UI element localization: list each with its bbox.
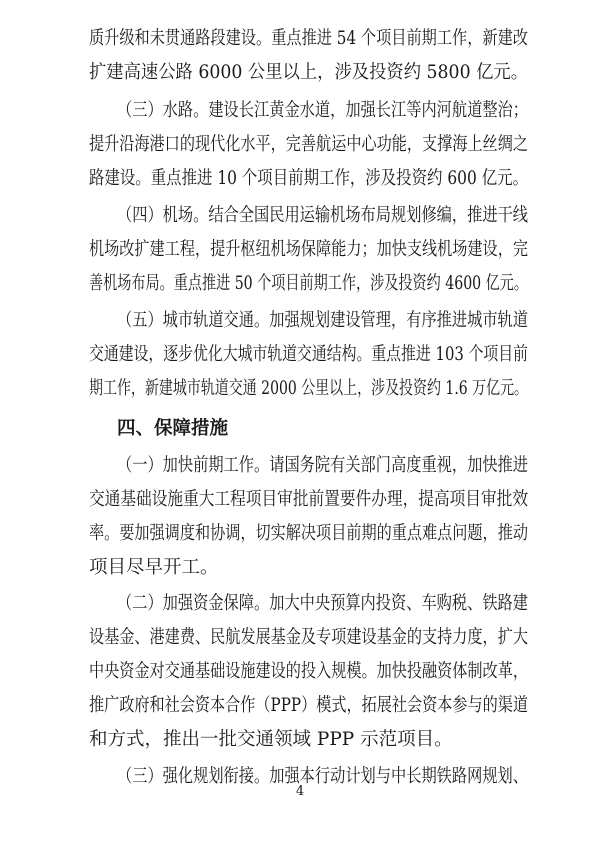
text-line [0,340,600,370]
line-text: （一）加快前期工作。请国务院有关部门高度重视，加快推进 [117,455,529,476]
text-line [0,725,600,755]
text-line [0,589,600,619]
line-text: （四）机场。结合全国民用运输机场布局规划修编，推进干线 [117,205,529,226]
line-text: 机场改扩建工程，提升枢纽机场保障能力；加快支线机场建设，完 [89,239,528,260]
line-text: 提升沿海港口的现代化水平，完善航运中心功能，支撑海上丝绸之 [89,134,528,155]
line-text: 推广政府和社会资本合作（PPP）模式，拓展社会资本参与的渠道 [89,695,528,716]
line-text: 交通建设，逐步优化大城市轨道交通结构。重点推进 103 个项目前 [89,344,529,365]
line-text: 路建设。重点推进 10 个项目前期工作，涉及投资约 600 亿元。 [89,168,529,189]
line-text: 项目尽早开工。 [89,557,219,578]
line-text: 质升级和未贯通路段建设。重点推进 54 个项目前期工作，新建改 [89,28,528,49]
text-line [0,374,600,404]
text-line [0,58,600,88]
page-number: 4 [295,784,305,799]
section-heading-text: 四、保障措施 [117,418,229,439]
text-line [0,691,600,721]
line-text: 扩建高速公路 6000 公里以上，涉及投资约 5800 亿元。 [89,62,529,83]
line-text: （五）城市轨道交通。加强规划建设管理，有序推进城市轨道 [117,310,529,331]
line-text: （三）水路。建设长江黄金水道，加强长江等内河航道整治； [117,100,529,121]
section-heading [0,414,600,444]
line-text: 交通基础设施重大工程项目审批前置要件办理，提高项目审批效 [89,489,529,510]
line-text: 中央资金对交通基础设施建设的投入规模。加快投融资体制改革， [89,661,528,682]
line-text: 善机场布局。重点推进 50 个项目前期工作，涉及投资约 4600 亿元。 [89,273,529,294]
text-line [0,451,600,481]
text-line [0,623,600,653]
text-line [0,235,600,265]
text-line [0,657,600,687]
text-line [0,519,600,549]
text-line [0,485,600,515]
line-text: 设基金、港建费、民航发展基金及专项建设基金的支持力度，扩大 [89,627,528,648]
text-line [0,201,600,231]
text-line [0,306,600,336]
line-text: 率。要加强调度和协调，切实解决项目前期的重点难点问题，推动 [89,523,528,544]
line-text: 和方式，推出一批交通领域 PPP 示范项目。 [89,729,453,750]
text-line [0,553,600,583]
text-line [0,269,600,299]
line-text: 期工作，新建城市轨道交通 2000 公里以上，涉及投资约 1.6 万亿元。 [89,378,529,399]
line-text: （三）强化规划衔接。加强本行动计划与中长期铁路网规划、 [117,766,529,787]
line-text: （二）加强资金保障。加大中央预算内投资、车购税、铁路建 [117,593,529,614]
text-line [0,96,600,126]
text-line [0,130,600,160]
text-line [0,24,600,54]
text-line [0,164,600,194]
